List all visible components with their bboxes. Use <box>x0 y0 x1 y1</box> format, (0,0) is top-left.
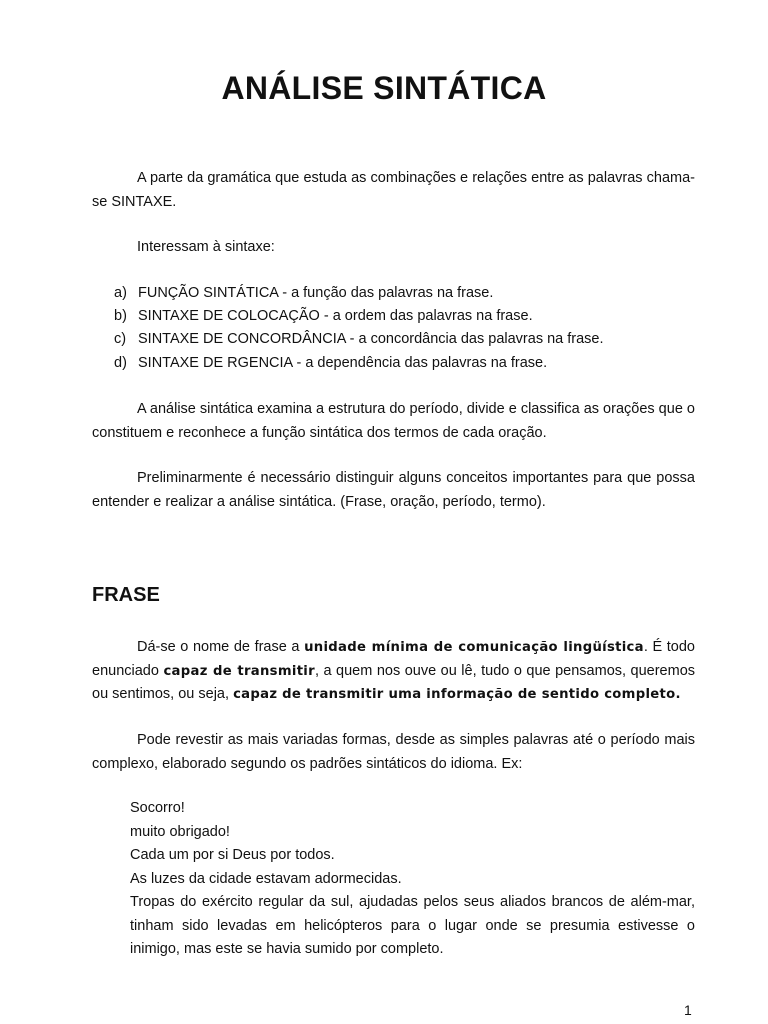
frase-text-2: . É todo enunciado <box>92 639 695 679</box>
forms-paragraph: Pode revestir as mais variadas formas, desde as simples palavras até o período mais complexo, elaborado segundo os padrões sintáticos do idioma. Ex: <box>92 732 695 772</box>
list-item-text: SINTAXE DE COLOCAÇÃO - a ordem das palavras na frase. <box>138 308 533 325</box>
list-item <box>114 352 604 375</box>
analysis-paragraph: A análise sintática examina a estrutura do período, divide e classifica as orações que o constituem e reconhece a função sintática dos termos de cada oração. <box>92 401 695 441</box>
frase-bold-2: capaz de transmitir <box>163 663 315 679</box>
list-item <box>114 328 604 351</box>
list-item-letter: d) <box>114 354 127 371</box>
example-item: Socorro! <box>130 800 185 816</box>
syntax-list <box>114 282 604 375</box>
frase-definition-paragraph <box>92 636 695 707</box>
list-item-letter: c) <box>114 331 127 348</box>
list-item-letter: a) <box>114 285 127 301</box>
section-heading-frase: FRASE <box>92 584 160 606</box>
frase-text-3: , a quem nos ouve ou lê, tudo o que pensamos, queremos ou sentimos, ou seja, <box>92 662 696 702</box>
list-item-letter: b) <box>114 308 127 325</box>
interest-lead: Interessam à sintaxe: <box>137 239 275 255</box>
page-number: 1 <box>684 1002 692 1018</box>
frase-bold-1: unidade mínima de comunicação lingüística <box>304 640 644 655</box>
examples-list <box>130 797 695 962</box>
example-item: As luzes da cidade estavam adormecidas. <box>130 870 402 887</box>
example-item: Cada um por si Deus por todos. <box>130 847 335 863</box>
example-item: Tropas do exército regular da sul, ajudadas pelos seus aliados brancos de além-mar, tinham sido levadas em helicópteros para o lugar onde se presumia estivesse o inimigo, mas este se havia sumido por completo. <box>130 894 695 957</box>
document-title: ANÁLISE SINTÁTICA <box>221 70 547 106</box>
list-item <box>114 305 604 328</box>
list-item-text: SINTAXE DE CONCORDÂNCIA - a concordância das palavras na frase. <box>138 331 604 348</box>
frase-text-1: Dá-se o nome de frase a <box>137 639 305 655</box>
frase-bold-3: capaz de transmitir uma informação de sentido completo. <box>233 687 681 702</box>
intro-paragraph: A parte da gramática que estuda as combinações e relações entre as palavras chama-se SINTAXE. <box>92 170 695 210</box>
list-item <box>114 282 604 305</box>
preliminary-paragraph: Preliminarmente é necessário distinguir alguns conceitos importantes para que possa entender e realizar a análise sintática. (Frase, oração, período, termo). <box>92 470 695 510</box>
list-item-text: SINTAXE DE RGENCIA - a dependência das palavras na frase. <box>138 354 548 371</box>
example-item: muito obrigado! <box>130 823 230 840</box>
list-item-text: FUNÇÃO SINTÁTICA - a função das palavras na frase. <box>138 285 494 301</box>
